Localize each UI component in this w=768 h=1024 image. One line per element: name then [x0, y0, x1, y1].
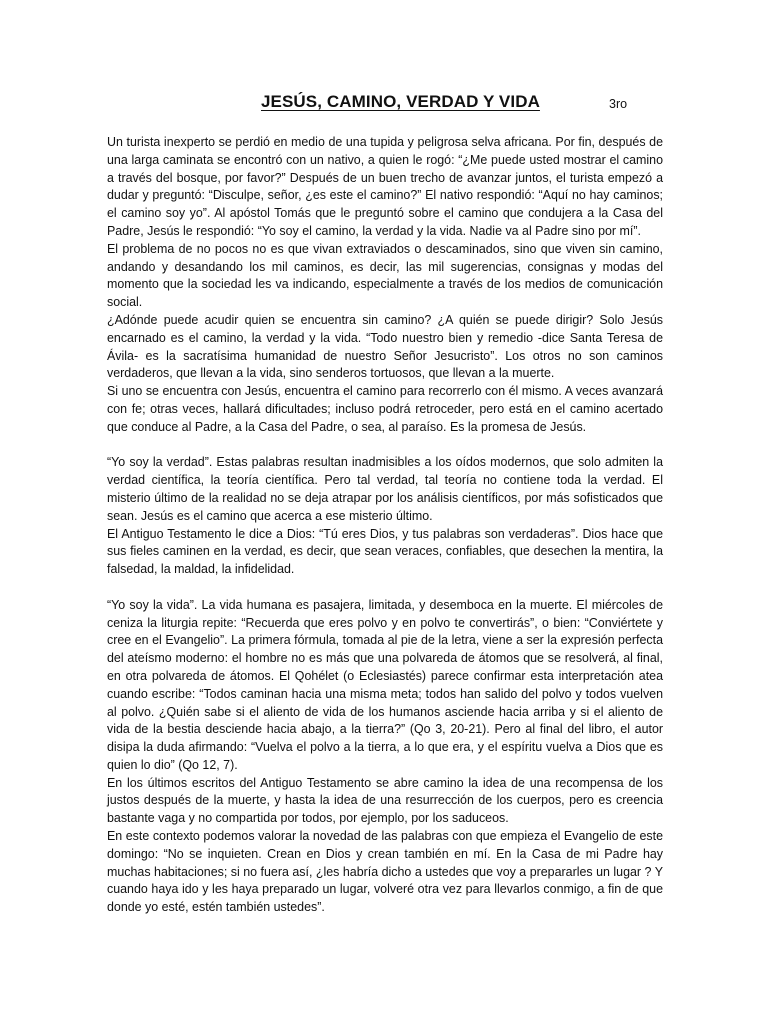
paragraph: ¿Adónde puede acudir quien se encuentra sin camino? ¿A quién se puede dirigir? Solo Jesús encarnado es el camino, la verdad y la vida. “Todo nuestro bien y remedio -dice Santa Teresa de Ávila- es la sacratísima humanidad de nuestro Señor Jesucristo”. Los otros no son caminos verdaderos, que llevan a la vida, sino senderos tortuosos, que llevan a la muerte. — [107, 312, 663, 381]
paragraph: En este contexto podemos valorar la novedad de las palabras con que empieza el Evangelio de este domingo: “No se inquieten. Crean en Dios y crean también en mí. En la Casa de mi Padre hay muchas habitaciones; si no fuera así, ¿les habría dicho a ustedes que voy a prepararles un lugar ? Y cuando haya ido y les haya preparado un lugar, volveré otra vez para llevarlos conmigo, a fin de que donde yo esté, estén también ustedes”. — [107, 829, 663, 915]
paragraph: El Antiguo Testamento le dice a Dios: “Tú eres Dios, y tus palabras son verdaderas”. Dios hace que sus fieles caminen en la verdad, es decir, que sean veraces, confiables, que desechen la mentira, la falsedad, la maldad, la infidelidad. — [107, 526, 663, 577]
document-title: JESÚS, CAMINO, VERDAD Y VIDA — [261, 92, 540, 111]
paragraph: El problema de no pocos no es que vivan extraviados o descaminados, sino que viven sin camino, andando y desandando los mil caminos, es decir, las mil sugerencias, consignas y modas del momento que la sociedad les va indicando, especialmente a través de los medios de comunicación social. — [107, 241, 663, 310]
paragraph: “Yo soy la verdad”. Estas palabras resultan inadmisibles a los oídos modernos, que solo admiten la verdad científica, la teoría científica. Pero tal verdad, tal teoría no contiene toda la verdad. El misterio último de la realidad no se deja atrapar por los análisis científicos, por más sofisticados que sean. Jesús es el camino que acerca a ese misterio último. — [107, 455, 663, 523]
paragraph: En los últimos escritos del Antiguo Testamento se abre camino la idea de una recompensa de los justos después de la muerte, y hasta la idea de una resurrección de los cuerpos, pero es creencia bastante vaga y no compartida por todos, por ejemplo, por los saduceos. — [107, 775, 663, 826]
paragraph: Si uno se encuentra con Jesús, encuentra el camino para recorrerlo con él mismo. A veces avanzará con fe; otras veces, hallará dificultades; incluso podrá retroceder, pero está en el camino acertado que conduce al Padre, a la Casa del Padre, o sea, al paraíso. Es la promesa de Jesús. — [107, 384, 663, 434]
paragraph: Un turista inexperto se perdió en medio de una tupida y peligrosa selva africana. Por fin, después de una larga caminata se encontró con un nativo, a quien le rogó: “¿Me puede usted mostrar el camino a través del bosque, por favor?” Después de un buen trecho de avanzar juntos, el turista empezó a dudar y preguntó: “Disculpe, señor, ¿es este el camino?” El nativo respondió: “Aquí no hay caminos; el camino soy yo”. Al apóstol Tomás que le preguntó sobre el camino que condujera a la Casa del Padre, Jesús le respondió: “Yo soy el camino, la verdad y la vida. Nadie va al Padre sino por mí”. — [107, 135, 663, 238]
paragraph: “Yo soy la vida”. La vida humana es pasajera, limitada, y desemboca en la muerte. El miércoles de ceniza la liturgia repite: “Recuerda que eres polvo y en polvo te convertirás”, o bien: “Conviértete y cree en el Evangelio”. La primera fórmula, tomada al pie de la letra, viene a ser la expresión perfecta del ateísmo moderno: el hombre no es más que una polvareda de átomos que se resolverá, al final, en otra polvareda de átomos. El Qohélet (o Eclesiastés) parece confirmar esta interpretación atea cuando escribe: “Todos caminan hacia una misma meta; todos han salido del polvo y todos vuelven al polvo. ¿Quién sabe si el aliento de vida de los humanos asciende hacia arriba y si el aliento de vida de la bestia desciende hacia abajo, a la tierra?” (Qo 3, 20-21). Pero al final del libro, el autor disipa la duda afirmando: “Vuelva el polvo a la tierra, a lo que era, y el espíritu vuelva a Dios que es quien lo dio” (Qo 12, 7). — [107, 597, 663, 772]
document-body — [107, 134, 663, 917]
grade-label: 3ro — [609, 97, 628, 111]
title-row — [107, 92, 663, 122]
